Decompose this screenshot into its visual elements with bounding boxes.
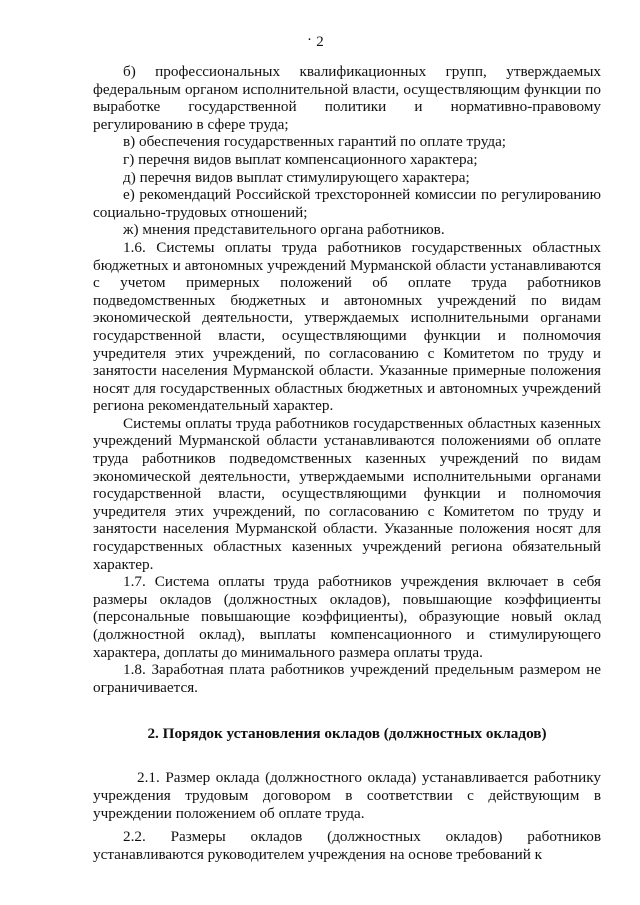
section-heading: 2. Порядок установления окладов (должностных окладов) <box>147 725 547 743</box>
paragraph-v: в) обеспечения государственных гарантий по оплате труда; <box>123 133 507 151</box>
paragraph-1-6: 1.6. Системы оплаты труда работников государственных областных бюджетных и автономных учреждений Мурманской области устанавливаются с учетом примерных положений об оплате труда работников подведомственных бюджетных и автономных учреждений по видам экономической деятельности, утверждаемых исполнительными органами государственной власти, осуществляющими функции и полномочия учредителя этих учреждений, по согласованию с Комитетом по труду и занятости населения Мурманской области. Указанные примерные положения носят для государственных областных бюджетных и автономных учреждений региона рекомендательный характер. <box>93 238 601 415</box>
paragraph-2-2: 2.2. Размеры окладов (должностных окладов) работников устанавливаются руководителем учреждения на основе требований к <box>93 828 601 863</box>
paragraph-e: е) рекомендаций Российской трехсторонней комиссии по регулированию социально-трудовых отношений; <box>93 186 601 221</box>
document-body <box>93 63 601 863</box>
paragraph-b: б) профессиональных квалификационных групп, утверждаемых федеральным органом исполнительной власти, осуществляющим функции по выработке государственной политики и нормативно-правовому регулированию в сфере труда; <box>93 63 601 133</box>
page-mark: · <box>307 32 312 48</box>
page-number <box>0 33 640 51</box>
paragraph-1-7: 1.7. Система оплаты труда работников учреждения включает в себя размеры окладов (должностных окладов), повышающие коэффициенты (персональные повышающие коэффициенты), образующие новый оклад (должностной оклад), выплаты компенсационного и стимулирующего характера, доплаты до минимального размера оплаты труда. <box>93 573 601 661</box>
paragraph-2-1: 2.1. Размер оклада (должностного оклада) устанавливается работнику учреждения трудовым договором в соответствии с действующим в учреждении положением об оплате труда. <box>93 769 601 822</box>
paragraph-1-8: 1.8. Заработная плата работников учреждений предельным размером не ограничивается. <box>93 661 601 696</box>
page-number-text: 2 <box>316 34 324 50</box>
paragraph-1-6-cont: Системы оплаты труда работников государственных областных казенных учреждений Мурманской области устанавливаются положениями об оплате труда работников подведомственных казенных учреждений по видам экономической деятельности, утверждаемыми исполнительными органами государственной власти, осуществляющими функции и полномочия учредителя этих учреждений, по согласованию с Комитетом по труду и занятости населения Мурманской области. Указанные положения носят для государственных областных казенных учреждений региона обязательный характер. <box>93 414 601 573</box>
paragraph-zh: ж) мнения представительного органа работников. <box>123 221 445 239</box>
paragraph-g: г) перечня видов выплат компенсационного характера; <box>123 150 478 168</box>
paragraph-d: д) перечня видов выплат стимулирующего характера; <box>123 168 470 186</box>
